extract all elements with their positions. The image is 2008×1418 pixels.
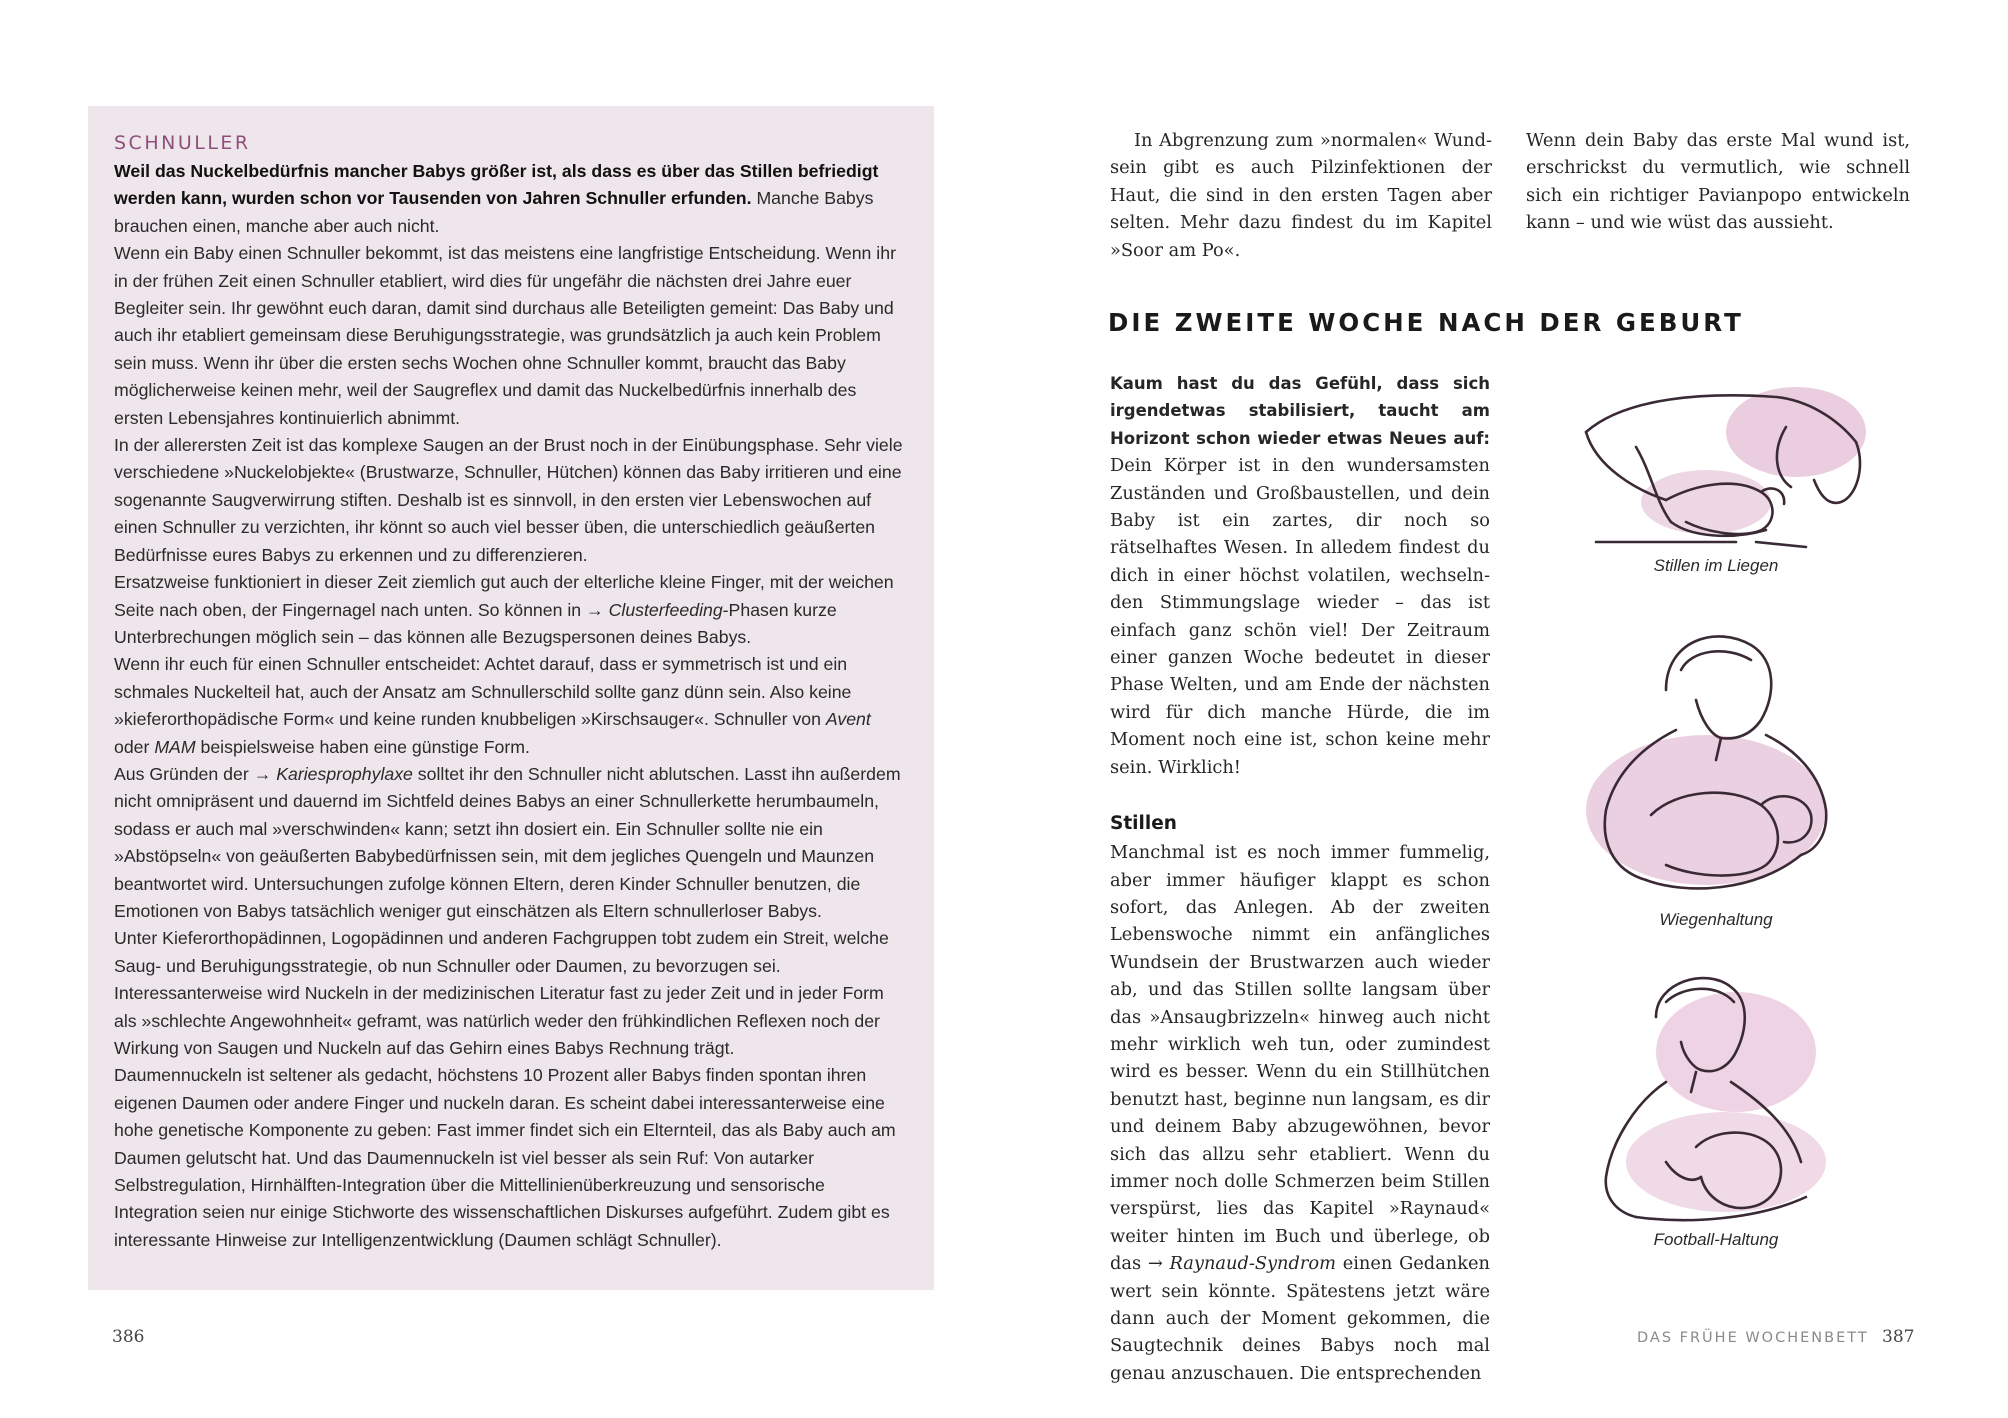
brand-name: MAM	[154, 736, 196, 757]
box-heading: SCHNULLER	[114, 132, 251, 154]
box-paragraph: Wenn ihr euch für einen Schnuller entscheidet: Achtet darauf, dass er symmetrisch ist und ein schmales Nuckelteil hat, auch der Ansatz am Schnullerschild sollte ganz dünn sein. Also keine »kieferorthopädische Form« und keine runden knubbeligen »Kirschsauger«. Schnuller von Avent oder MAM beispielsweise haben eine günstige Form.	[114, 654, 871, 757]
box-lead-rest: Manche Babys brauchen einen, manche aber auch nicht.	[114, 188, 874, 236]
box-paragraph: Unter Kieferorthopädinnen, Logopädinnen und anderen Fachgruppen tobt zudem ein Streit, welche Saug- und Beruhigungsstrategie, ob nun Schnuller oder Daumen, zu bevorzugen sei. Interessanterweise wird Nuckeln in der medizinischen Literatur fast zu jeder Zeit und in jeder Form als »schlechte Angewohnheit« geframt, was natürlich weder den frühkindlichen Reflexen noch der Wirkung von Saugen und Nuckeln auf das Gehirn eines Babys Rechnung trägt.	[114, 928, 889, 1058]
intro-column-right: Wenn dein Baby das erste Mal wund ist, erschrickst du vermutlich, wie schnell sich ein richtiger Pavianpopo entwickeln kann – und wie wüst das aussieht.	[1526, 130, 1910, 234]
brand-name: Avent	[825, 709, 871, 730]
illustration-football-hold-icon	[1556, 962, 1876, 1230]
box-lead-bold: Weil das Nuckelbedürfnis mancher Babys größer ist, als dass es über das Stillen befriedigt werden kann, wurden schon vor Tausenden von Jahren Schnuller erfunden.	[114, 161, 879, 209]
box-paragraph: Aus Gründen der → Kariesprophylaxe solltet ihr den Schnuller nicht ablutschen. Lasst ihn außerdem nicht omnipräsent und dauernd im Sichtfeld deines Babys an einer Schnullerkette herumbaumeln, sodass er auch mal »verschwinden« kann; setzt ihn dosiert ein. Ein Schnuller sollte nie ein »Abstöpseln« von geäußerten Babybedürfnissen sein, mit dem jegliches Quengeln und Maunzen beantwortet wird. Untersuchungen zufolge können Eltern, deren Kinder Schnuller benutzen, die Emotionen von Babys tatsächlich weniger gut einschätzen als Eltern schnullerloser Babys.	[114, 763, 901, 921]
illustration-cradle-hold-icon	[1556, 610, 1876, 910]
section-title: DIE ZWEITE WOCHE NACH DER GEBURT	[1108, 308, 1744, 337]
cross-reference-link[interactable]: → Clusterfeeding	[586, 599, 723, 620]
subheading-stillen: Stillen	[1110, 813, 1177, 835]
running-head: DAS FRÜHE WOCHENBETT	[1637, 1330, 1869, 1346]
figure-football-hold	[1556, 962, 1876, 1250]
box-paragraph: Wenn ein Baby einen Schnuller bekommt, ist das meistens eine langfristige Entscheidung. Wenn ihr in der frühen Zeit einen Schnuller etabliert, wird dies für ungefähr die nächsten drei Jahre euer Begleiter sein. Ihr gewöhnt euch daran, damit sind durchaus alle Beteiligten gemeint: Das Baby und auch ihr etabliert gemeinsam diese Beruhigungsstrategie, was grundsätzlich ja auch kein Problem sein muss. Wenn ihr über die ersten sechs Wochen ohne Schnuller kommt, braucht das Baby möglicherweise keinen mehr, weil der Saugreflex und damit das Nuckelbedürfnis innerhalb des ersten Lebensjahres kontinuierlich abnimmt.	[114, 243, 896, 428]
page-number-left: 386	[112, 1327, 145, 1347]
caption-wiegenhaltung: Wiegenhaltung	[1659, 910, 1773, 929]
schnuller-info-box	[88, 106, 934, 1290]
illustration-lying-nursing-icon	[1556, 372, 1876, 556]
figure-cradle-hold	[1556, 610, 1876, 930]
box-body	[114, 158, 908, 1254]
caption-stillen-im-liegen: Stillen im Liegen	[1653, 556, 1779, 575]
box-paragraph: Ersatzweise funktioniert in dieser Zeit ziemlich gut auch der elterliche kleine Finger, mit der weichen Seite nach oben, der Fingernagel nach unten. So können in → Clusterfeeding-Phasen kurze Unterbrechungen möglich sein – das können alle Bezugspersonen deines Babys.	[114, 572, 894, 647]
box-paragraph: In der allerersten Zeit ist das komplexe Saugen an der Brust noch in der Einübungsphase. Sehr viele verschiedene »Nuckelobjekte« (Brustwarze, Schnuller, Hütchen) können das Baby irritieren und eine sogenannte Saugverwirrung stiften. Deshalb ist es sinnvoll, in den ersten vier Lebenswochen auf einen Schnuller zu verzichten, ihr könnt so auch viel besser üben, die unterschiedlich geäußerten Bedürfnisse eures Babys zu erkennen und zu differenzieren.	[114, 435, 903, 565]
stillen-paragraph: Manchmal ist es noch immer fummelig, aber immer häufiger klappt es schon sofort, das Anlegen. Ab der zweiten Lebenswoche nimmt ein anfängliches Wundsein der Brustwarzen auch wieder ab, und das Stillen sollte langsam über das »Ansaugbrizzeln« hinweg auch nicht mehr wirklich weh tun, oder zumindest wird es besser. Wenn du ein Stillhütchen benutzt hast, beginne nun langsam, es dir und deinem Baby abzugewöhnen, bevor sich das allzu sehr etabliert. Wenn du immer noch dolle Schmerzen beim Stillen verspürst, lies das Kapitel »Raynaud« weiter hinten im Buch und überlege, ob das → Raynaud-Syndrom einen Gedanken wert sein könnte. Spätestens jetzt wäre dann auch der Moment gekommen, die Saugtechnik deines Babys noch mal genau anzuschauen. Die entsprechenden	[1110, 842, 1490, 1384]
box-paragraph: Daumennuckeln ist seltener als gedacht, höchstens 10 Prozent aller Babys finden spontan ihren eigenen Daumen oder andere Finger und nuckeln daran. Es scheint dabei interessanterweise eine hohe genetische Komponente zu geben: Fast immer findet sich ein Elternteil, das als Baby auch am Daumen gelutscht hat. Und das Daumennuckeln ist viel besser als sein Ruf: Von autarker Selbstregulation, Hirnhälften-Integration über die Mittellinienüberkreuzung und sensorische Integration seien nur einige Stichworte des wissenschaftlichen Diskurses aufgeführt. Zudem gibt es interessante Hinweise zur Intelligenzentwicklung (Daumen schlägt Schnuller).	[114, 1065, 896, 1250]
page-number-right: 387	[1882, 1327, 1915, 1347]
caption-football-haltung: Football-Haltung	[1653, 1230, 1779, 1249]
cross-reference-link[interactable]: → Kariesprophylaxe	[253, 763, 413, 784]
figure-lying-nursing	[1556, 372, 1876, 576]
lead-paragraph: Kaum hast du das Gefühl, dass sich irgendetwas stabilisiert, taucht am Horizont schon wieder etwas Neues auf: Dein Körper ist in den wundersamsten Zuständen und Großbaustellen, und dein Baby ist ein zartes, dir noch so rätselhaftes Wesen. In alledem findest du dich in einer höchst volatilen, wechselnden Stimmungslage wieder – das ist einfach ganz schön viel! Der Zeitraum einer ganzen Woche bedeutet in dieser Phase Welten, und am Ende der nächsten wird für dich manche Hürde, die im Moment noch eine ist, schon keine mehr sein. Wirklich!	[1110, 374, 1490, 778]
main-text-column	[1110, 370, 1490, 1387]
lead-strong: Kaum hast du das Gefühl, dass sich irgendetwas stabilisiert, taucht am Horizont schon wieder etwas Neues auf:	[1110, 374, 1490, 448]
cross-reference-link[interactable]: → Raynaud-Syndrom	[1147, 1253, 1336, 1275]
box-paragraph-lead	[114, 158, 908, 240]
intro-column-left: In Abgrenzung zum »normalen« Wundsein gibt es auch Pilzinfektionen der Haut, die sind in den ersten Tagen aber selten. Mehr dazu findest du im Kapitel »Soor am Po«.	[1110, 130, 1492, 261]
